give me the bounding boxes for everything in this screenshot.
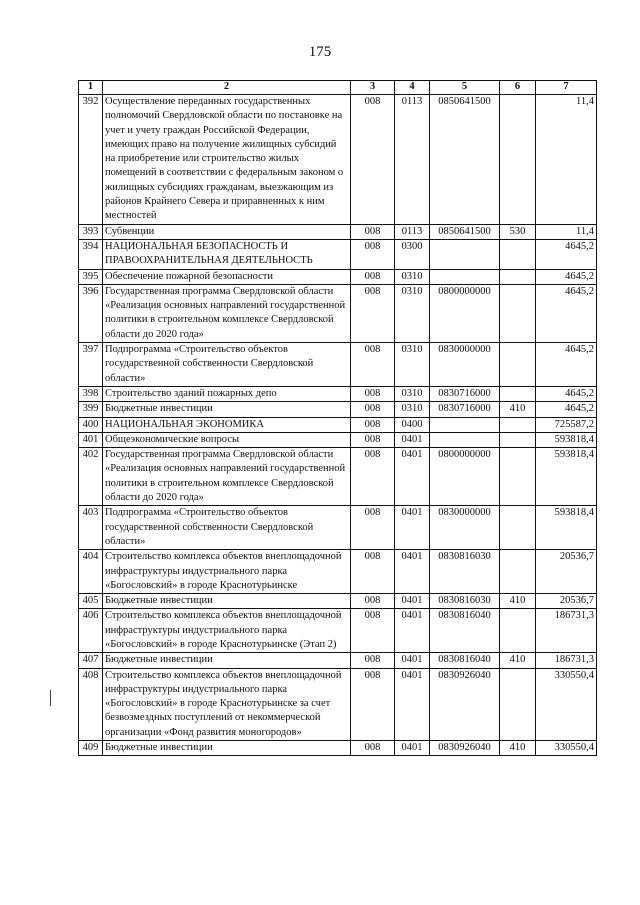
col-header: 6 (500, 81, 536, 95)
row-section-code: 0400 (395, 417, 430, 432)
row-number: 398 (79, 386, 103, 401)
row-amount: 330550,4 (536, 741, 597, 756)
row-name: НАЦИОНАЛЬНАЯ БЕЗОПАСНОСТЬ И ПРАВООХРАНИТЕЛЬНАЯ ДЕЯТЕЛЬНОСТЬ (103, 239, 351, 269)
row-number: 403 (79, 506, 103, 550)
col-header: 7 (536, 81, 597, 95)
row-number: 405 (79, 594, 103, 609)
row-number: 406 (79, 609, 103, 653)
row-target-code: 0800000000 (430, 284, 500, 342)
row-expense-type (500, 448, 536, 506)
row-ministry-code: 008 (351, 668, 395, 740)
row-amount: 20536,7 (536, 550, 597, 594)
row-section-code: 0310 (395, 402, 430, 417)
row-ministry-code: 008 (351, 741, 395, 756)
table-row (79, 448, 597, 506)
table-row (79, 432, 597, 447)
row-expense-type: 410 (500, 741, 536, 756)
row-name: Строительство комплекса объектов внеплощадочной инфраструктуры индустриального парка «Богословский» в городе Краснотурьинске (103, 550, 351, 594)
row-target-code: 0830816040 (430, 609, 500, 653)
row-number: 396 (79, 284, 103, 342)
table-row (79, 239, 597, 269)
row-section-code: 0401 (395, 609, 430, 653)
table-row (79, 343, 597, 387)
table-row (79, 224, 597, 239)
row-expense-type (500, 432, 536, 447)
row-amount: 330550,4 (536, 668, 597, 740)
row-target-code (430, 432, 500, 447)
row-target-code: 0830816040 (430, 653, 500, 668)
table-row (79, 386, 597, 401)
row-ministry-code: 008 (351, 284, 395, 342)
row-target-code: 0830000000 (430, 343, 500, 387)
row-section-code: 0310 (395, 343, 430, 387)
row-target-code: 0830816030 (430, 594, 500, 609)
row-name: Общеэкономические вопросы (103, 432, 351, 447)
row-name: Бюджетные инвестиции (103, 594, 351, 609)
row-name: НАЦИОНАЛЬНАЯ ЭКОНОМИКА (103, 417, 351, 432)
table-row (79, 741, 597, 756)
row-section-code: 0401 (395, 653, 430, 668)
row-section-code: 0401 (395, 668, 430, 740)
row-name: Государственная программа Свердловской области «Реализация основных направлений государственной политики в строительном комплексе Свердловской области до 2020 года» (103, 284, 351, 342)
col-header: 5 (430, 81, 500, 95)
row-expense-type (500, 95, 536, 225)
row-number: 409 (79, 741, 103, 756)
row-expense-type (500, 343, 536, 387)
row-ministry-code: 008 (351, 417, 395, 432)
row-ministry-code: 008 (351, 432, 395, 447)
row-name: Бюджетные инвестиции (103, 653, 351, 668)
row-ministry-code: 008 (351, 386, 395, 401)
row-expense-type (500, 609, 536, 653)
row-amount: 593818,4 (536, 506, 597, 550)
row-expense-type: 410 (500, 653, 536, 668)
row-target-code (430, 239, 500, 269)
table-row (79, 417, 597, 432)
row-target-code: 0800000000 (430, 448, 500, 506)
row-section-code: 0113 (395, 95, 430, 225)
table-row (79, 653, 597, 668)
row-name: Бюджетные инвестиции (103, 402, 351, 417)
col-header: 1 (79, 81, 103, 95)
row-amount: 4645,2 (536, 386, 597, 401)
row-number: 408 (79, 668, 103, 740)
row-amount: 186731,3 (536, 609, 597, 653)
row-name: Подпрограмма «Строительство объектов государственной собственности Свердловской области» (103, 343, 351, 387)
row-section-code: 0300 (395, 239, 430, 269)
row-target-code: 0830000000 (430, 506, 500, 550)
row-expense-type (500, 550, 536, 594)
row-amount: 11,4 (536, 95, 597, 225)
row-section-code: 0401 (395, 506, 430, 550)
row-target-code: 0830926040 (430, 668, 500, 740)
table-row (79, 594, 597, 609)
row-number: 394 (79, 239, 103, 269)
row-name: Осуществление переданных государственных полномочий Свердловской области по постановке на учет и учету граждан Российской Федерации, имеющих право на получение жилищных субсидий на приобретение или строительство жилых помещений в соответствии с федеральным законом о жилищных субсидиях гражданам, выезжающим из районов Крайнего Севера и приравненных к ним местностей (103, 95, 351, 225)
row-number: 400 (79, 417, 103, 432)
row-ministry-code: 008 (351, 402, 395, 417)
row-number: 397 (79, 343, 103, 387)
row-ministry-code: 008 (351, 550, 395, 594)
row-section-code: 0310 (395, 269, 430, 284)
row-amount: 20536,7 (536, 594, 597, 609)
row-ministry-code: 008 (351, 343, 395, 387)
row-amount: 4645,2 (536, 402, 597, 417)
row-number: 399 (79, 402, 103, 417)
row-number: 392 (79, 95, 103, 225)
row-name: Субвенции (103, 224, 351, 239)
row-ministry-code: 008 (351, 95, 395, 225)
table-row (79, 609, 597, 653)
col-header: 4 (395, 81, 430, 95)
table-row (79, 506, 597, 550)
row-expense-type (500, 284, 536, 342)
row-target-code (430, 269, 500, 284)
row-section-code: 0310 (395, 284, 430, 342)
row-target-code (430, 417, 500, 432)
row-amount: 725587,2 (536, 417, 597, 432)
row-amount: 4645,2 (536, 284, 597, 342)
row-section-code: 0401 (395, 448, 430, 506)
row-expense-type (500, 239, 536, 269)
row-amount: 593818,4 (536, 448, 597, 506)
row-name: Государственная программа Свердловской области «Реализация основных направлений государственной политики в строительном комплексе Свердловской области до 2020 года» (103, 448, 351, 506)
row-number: 402 (79, 448, 103, 506)
col-header: 3 (351, 81, 395, 95)
row-section-code: 0401 (395, 550, 430, 594)
row-target-code: 0830816030 (430, 550, 500, 594)
row-amount: 4645,2 (536, 269, 597, 284)
row-number: 395 (79, 269, 103, 284)
row-target-code: 0830716000 (430, 386, 500, 401)
row-name: Подпрограмма «Строительство объектов государственной собственности Свердловской области» (103, 506, 351, 550)
row-target-code: 0850641500 (430, 224, 500, 239)
row-number: 393 (79, 224, 103, 239)
row-target-code: 0830716000 (430, 402, 500, 417)
row-name: Строительство комплекса объектов внеплощадочной инфраструктуры индустриального парка «Богословский» в городе Краснотурьинске за счет безвозмездных поступлений от некоммерческой организации «Фонд развития моногородов» (103, 668, 351, 740)
table-row (79, 550, 597, 594)
row-number: 401 (79, 432, 103, 447)
row-ministry-code: 008 (351, 609, 395, 653)
row-target-code: 0850641500 (430, 95, 500, 225)
row-amount: 4645,2 (536, 343, 597, 387)
margin-mark (50, 690, 51, 706)
row-expense-type (500, 668, 536, 740)
row-ministry-code: 008 (351, 506, 395, 550)
row-ministry-code: 008 (351, 448, 395, 506)
row-name: Строительство зданий пожарных депо (103, 386, 351, 401)
row-section-code: 0401 (395, 432, 430, 447)
row-expense-type: 410 (500, 402, 536, 417)
table-row (79, 95, 597, 225)
page-number: 175 (308, 44, 332, 60)
row-name: Строительство комплекса объектов внеплощадочной инфраструктуры индустриального парка «Богословский» в городе Краснотурьинске (Этап 2) (103, 609, 351, 653)
row-ministry-code: 008 (351, 269, 395, 284)
budget-table (78, 80, 597, 756)
row-section-code: 0401 (395, 741, 430, 756)
row-amount: 11,4 (536, 224, 597, 239)
col-header: 2 (103, 81, 351, 95)
row-ministry-code: 008 (351, 239, 395, 269)
row-ministry-code: 008 (351, 594, 395, 609)
table-row (79, 668, 597, 740)
row-section-code: 0113 (395, 224, 430, 239)
table-body (79, 95, 597, 756)
row-amount: 186731,3 (536, 653, 597, 668)
table-row (79, 284, 597, 342)
row-expense-type: 530 (500, 224, 536, 239)
row-expense-type (500, 269, 536, 284)
row-expense-type (500, 386, 536, 401)
row-section-code: 0310 (395, 386, 430, 401)
row-ministry-code: 008 (351, 224, 395, 239)
row-expense-type (500, 417, 536, 432)
row-name: Бюджетные инвестиции (103, 741, 351, 756)
row-expense-type (500, 506, 536, 550)
table-row (79, 402, 597, 417)
row-expense-type: 410 (500, 594, 536, 609)
table-row (79, 269, 597, 284)
row-amount: 4645,2 (536, 239, 597, 269)
row-section-code: 0401 (395, 594, 430, 609)
row-name: Обеспечение пожарной безопасности (103, 269, 351, 284)
row-target-code: 0830926040 (430, 741, 500, 756)
table-header-row (79, 81, 597, 95)
row-number: 404 (79, 550, 103, 594)
row-ministry-code: 008 (351, 653, 395, 668)
row-amount: 593818,4 (536, 432, 597, 447)
row-number: 407 (79, 653, 103, 668)
